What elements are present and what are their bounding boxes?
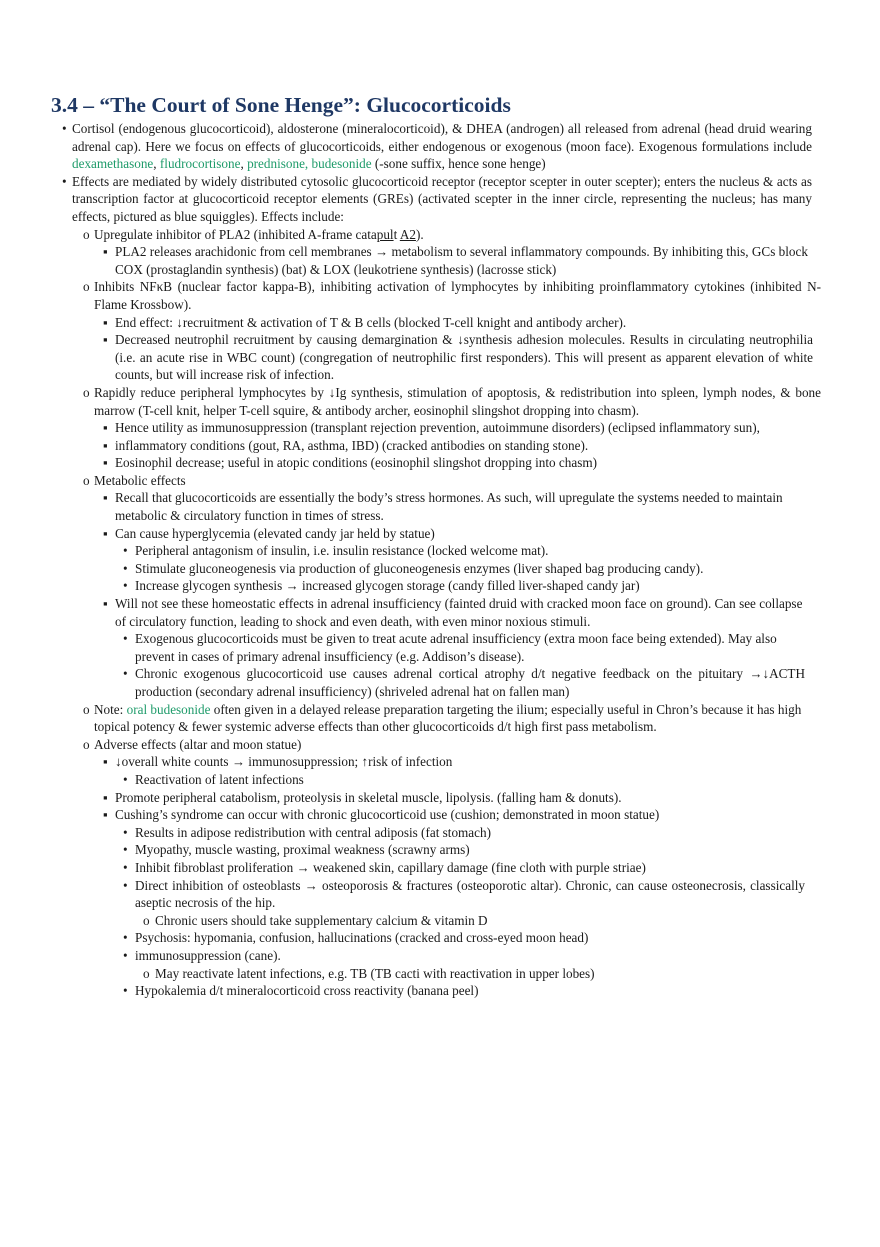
item-text: Peripheral antagonism of insulin, i.e. insulin resistance (locked welcome mat). <box>135 543 549 559</box>
item-cushings <box>103 806 813 824</box>
bullet-marker: • <box>123 543 128 559</box>
item-chronic-atrophy <box>123 665 805 700</box>
underlined-text: A2 <box>399 226 416 242</box>
bullet-marker: • <box>123 859 128 875</box>
bullet-marker: • <box>123 930 128 946</box>
item-myopathy <box>123 841 805 859</box>
item-lymphocytes <box>83 384 821 419</box>
circle-marker: o <box>143 965 150 981</box>
circle-marker: o <box>83 736 90 752</box>
item-nfkb-end-effect <box>103 314 813 332</box>
text-run: Note: <box>94 701 127 717</box>
item-text: immunosuppression (cane). <box>135 947 281 963</box>
drug-prednisone-budesonide: prednisone, budesonide <box>247 156 372 172</box>
item-text: Promote peripheral catabolism, proteolysis in skeletal muscle, lipolysis. (falling ham & donuts). <box>115 789 622 805</box>
item-gluconeogenesis <box>123 560 805 578</box>
item-metabolic-effects <box>83 472 821 490</box>
text-sep: , <box>240 156 248 172</box>
square-marker: ▪ <box>103 754 108 770</box>
bullet-marker: • <box>123 666 128 682</box>
item-eosinophil-decrease <box>103 454 813 472</box>
item-text: Inhibit fibroblast proliferation → weakened skin, capillary damage (fine cloth with purple striae) <box>135 859 646 875</box>
drug-oral-budesonide: oral budesonide <box>126 701 211 717</box>
bullet-marker: • <box>123 771 128 787</box>
item-exogenous-treatment <box>123 630 805 665</box>
item-text: ↓overall white counts → immunosuppression; ↑risk of infection <box>115 754 453 770</box>
item-text: Chronic users should take supplementary calcium & vitamin D <box>155 912 488 928</box>
item-text: Eosinophil decrease; useful in atopic conditions (eosinophil slingshot dropping into chasm) <box>115 455 598 471</box>
circle-marker: o <box>83 701 90 717</box>
item-osteoblasts <box>123 877 805 912</box>
item-fibroblast <box>123 859 805 877</box>
item-calcium <box>143 912 793 930</box>
item-adverse-effects <box>83 736 821 754</box>
item-text: End effect: ↓recruitment & activation of T & B cells (blocked T-cell knight and antibody archer). <box>115 314 627 330</box>
item-hyperglycemia <box>103 525 813 543</box>
item-inflammatory-conditions <box>103 437 813 455</box>
item-tb-reactivation <box>143 965 793 983</box>
item-text <box>94 226 821 244</box>
text-run: Upregulate inhibitor of PLA2 (inhibited A-frame cata <box>94 226 377 242</box>
item-text: Myopathy, muscle wasting, proximal weakness (scrawny arms) <box>135 842 470 858</box>
square-marker: ▪ <box>103 332 108 348</box>
square-marker: ▪ <box>103 807 108 823</box>
circle-marker: o <box>83 384 90 400</box>
item-text: Hypokalemia d/t mineralocorticoid cross reactivity (banana peel) <box>135 983 479 999</box>
text-run: t <box>393 226 400 242</box>
bullet-effects <box>62 173 812 226</box>
paragraph-text <box>72 120 812 173</box>
item-text: PLA2 releases arachidonic from cell membranes → metabolism to several inflammatory compounds. By inhibiting this, GCs block COX (prostaglandin synthesis) (bat) & LOX (leukotriene synthesis) (lacrosse stick) <box>115 244 808 277</box>
bullet-marker: • <box>123 947 128 963</box>
item-hypokalemia <box>123 982 805 1000</box>
square-marker: ▪ <box>103 789 108 805</box>
item-text: Inhibits NFκB (nuclear factor kappa-B), inhibiting activation of lymphocytes by inhibiting proinflammatory cytokines (inhibited N-Flame Krossbow). <box>94 279 821 312</box>
item-text: Can cause hyperglycemia (elevated candy jar held by statue) <box>115 525 435 541</box>
item-text: Results in adipose redistribution with central adiposis (fat stomach) <box>135 824 491 840</box>
circle-marker: o <box>83 226 90 242</box>
item-text: inflammatory conditions (gout, RA, asthma, IBD) (cracked antibodies on standing stone). <box>115 437 589 453</box>
square-marker: ▪ <box>103 455 108 471</box>
item-pla2 <box>83 226 821 244</box>
text-run: Cortisol (endogenous glucocorticoid), aldosterone (mineralocorticoid), & DHEA (androgen) all released from adrenal (head druid wearing adrenal cap). Here we focus on effects of glucocorticoids, either endogenous or exogenous (moon face). Exogenous formulations include <box>72 121 812 154</box>
item-text <box>94 701 821 736</box>
square-marker: ▪ <box>103 490 108 506</box>
bullet-marker: • <box>123 842 128 858</box>
circle-marker: o <box>83 472 90 488</box>
bullet-marker: • <box>123 877 128 893</box>
square-marker: ▪ <box>103 420 108 436</box>
item-nfkb <box>83 278 821 313</box>
item-text: Will not see these homeostatic effects in adrenal insufficiency (fainted druid with cracked moon face on ground). Can see collapse of circulatory function, leading to shock and even death, with even minor noxious stimuli. <box>115 596 803 629</box>
bullet-cortisol <box>62 120 812 173</box>
text-run: ). <box>415 226 424 242</box>
item-nfkb-neutrophil <box>103 331 813 384</box>
item-stress-hormones <box>103 489 813 524</box>
text-sep: , <box>153 156 160 172</box>
item-text: Metabolic effects <box>94 472 186 488</box>
bullet-marker: • <box>123 631 128 647</box>
item-text: Exogenous glucocorticoids must be given to treat acute adrenal insufficiency (extra moon face being extended). May also prevent in cases of primary adrenal insufficiency (e.g. Addison’s disease). <box>135 631 777 664</box>
bullet-marker: • <box>123 824 128 840</box>
item-text: Increase glycogen synthesis → increased glycogen storage (candy filled liver-shaped candy jar) <box>135 578 640 594</box>
square-marker: ▪ <box>103 596 108 612</box>
item-text: Recall that glucocorticoids are essentially the body’s stress hormones. As such, will upregulate the systems needed to maintain metabolic & circulatory function in times of stress. <box>115 490 783 524</box>
bullet-marker: • <box>62 173 67 189</box>
item-text: Stimulate gluconeogenesis via production of gluconeogenesis enzymes (liver shaped bag producing candy). <box>135 560 704 576</box>
drug-dexamethasone: dexamethasone <box>72 156 154 172</box>
item-text: Rapidly reduce peripheral lymphocytes by ↓Ig synthesis, stimulation of apoptosis, & redistribution into spleen, lymph nodes, & bone marrow (T-cell knit, helper T-cell squire, & antibody archer, eosinophil slingshot dropping into chasm). <box>94 384 821 418</box>
item-text: Adverse effects (altar and moon statue) <box>94 736 302 752</box>
item-text: Decreased neutrophil recruitment by causing demargination & ↓synthesis adhesion molecules. Results in circulating neutrophilia (i.e. an acute rise in WBC count) (congregation of neutrophilic first responders). This will present as apparent elevation of white counts, but will increase risk of infection. <box>115 332 813 383</box>
item-text: Direct inhibition of osteoblasts → osteoporosis & fractures (osteoporotic altar). Chronic, can cause osteonecrosis, classically aseptic necrosis of the hip. <box>135 877 805 911</box>
circle-marker: o <box>143 912 150 928</box>
document-body <box>0 120 880 1000</box>
square-marker: ▪ <box>103 437 108 453</box>
item-psychosis <box>123 929 805 947</box>
paragraph-text: Effects are mediated by widely distributed cytosolic glucocorticoid receptor (receptor scepter in outer scepter); enters the nucleus & acts as transcription factor at glucocorticoid receptor elements (GREs) (activated scepter in the inner circle, representing the nucleus; has many effects, pictured as blue squiggles). Effects include: <box>72 173 812 224</box>
bullet-marker: • <box>123 560 128 576</box>
item-text: Reactivation of latent infections <box>135 771 304 787</box>
item-glycogen-synthesis <box>123 577 805 595</box>
bullet-marker: • <box>123 578 128 594</box>
item-text: Cushing’s syndrome can occur with chronic glucocorticoid use (cushion; demonstrated in moon statue) <box>115 807 660 823</box>
item-latent-reactivation <box>123 771 805 789</box>
square-marker: ▪ <box>103 525 108 541</box>
underlined-text: pul <box>376 226 394 242</box>
item-insulin-antagonism <box>123 542 805 560</box>
item-adrenal-insufficiency <box>103 595 813 630</box>
square-marker: ▪ <box>103 244 108 260</box>
drug-fludrocortisone: fludrocortisone <box>159 156 241 172</box>
circle-marker: o <box>83 279 90 295</box>
item-immunosuppression <box>123 947 805 965</box>
bullet-marker: • <box>123 983 128 999</box>
item-catabolism <box>103 789 813 807</box>
item-text: May reactivate latent infections, e.g. TB (TB cacti with reactivation in upper lobes) <box>155 965 595 981</box>
text-run: (-sone suffix, hence sone henge) <box>371 156 546 172</box>
page-title: 3.4 – “The Court of Sone Henge”: Glucocorticoids <box>51 93 511 117</box>
item-note-budesonide <box>83 701 821 736</box>
item-text: Chronic exogenous glucocorticoid use causes adrenal cortical atrophy d/t negative feedback on the pituitary →↓ACTH production (secondary adrenal insufficiency) (shriveled adrenal hat on fallen man) <box>135 666 805 699</box>
item-adipose <box>123 824 805 842</box>
item-text: Psychosis: hypomania, confusion, hallucinations (cracked and cross-eyed moon head) <box>135 930 589 946</box>
bullet-marker: • <box>62 121 67 136</box>
item-text: Hence utility as immunosuppression (transplant rejection prevention, autoimmune disorders) (eclipsed inflammatory sun), <box>115 420 760 436</box>
square-marker: ▪ <box>103 314 108 330</box>
item-white-counts <box>103 753 813 771</box>
item-immunosuppression-utility <box>103 419 813 437</box>
text-run: often given in a delayed release preparation targeting the ilium; especially useful in Chron’s because it has high topical potency & fewer systemic adverse effects than other glucocorticoids d/t high first pass metabolism. <box>94 701 802 735</box>
item-pla2-detail <box>103 243 813 278</box>
